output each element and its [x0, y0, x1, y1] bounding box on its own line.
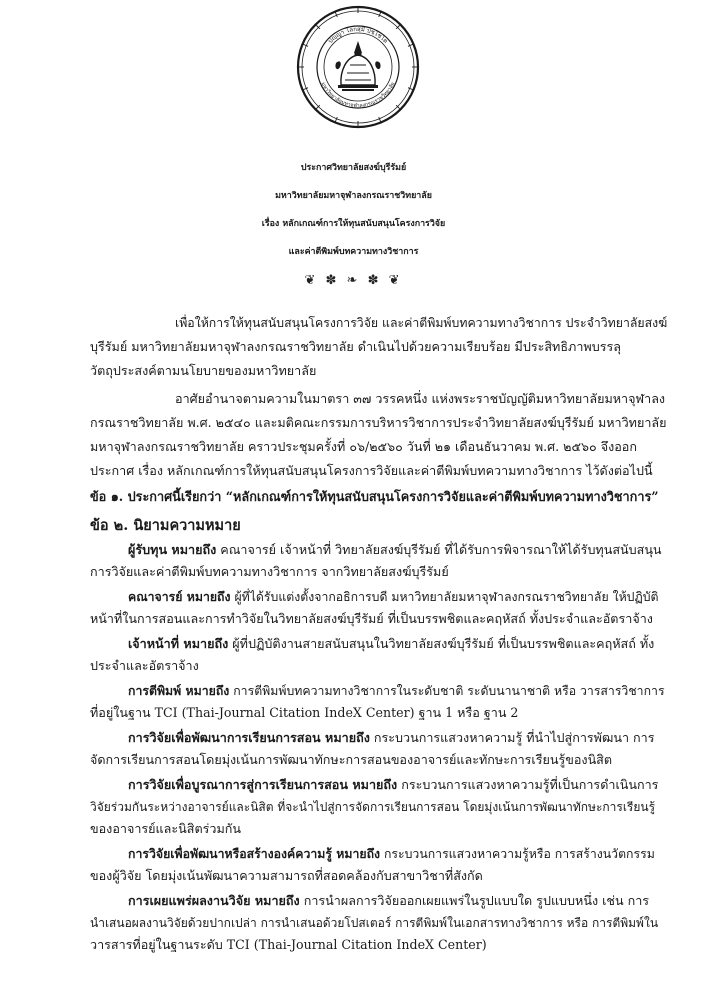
university-seal-logo	[296, 5, 420, 129]
definition-text: ผู้ที่ปฏิบัติงานสายสนับสนุนในวิทยาลัยสงฆ์บุรีรัมย์ ที่เป็นบรรพชิตและคฤหัสถ์ ทั้ง	[232, 636, 655, 651]
definition-term: การวิจัยเพื่อพัฒนาการเรียนการสอน หมายถึง	[128, 730, 370, 745]
definition-publication	[128, 682, 665, 700]
intro-paragraph-2-line-2: กรณราชวิทยาลัย พ.ศ. ๒๕๔๐ และมติคณะกรรมการบริหารวิชาการประจำวิทยาลัยสงฆ์บุรีรัมย์ มหาวิทยาลัย	[90, 415, 667, 430]
subject-heading: เรื่อง หลักเกณฑ์การให้ทุนสนับสนุนโครงการวิจัย	[261, 219, 446, 229]
clause-1-label: ข้อ ๑.	[90, 489, 124, 504]
intro-paragraph-1-line-2: บุรีรัมย์ มหาวิทยาลัยมหาจุฬาลงกรณราชวิทยาลัย ดำเนินไปด้วยความเรียบร้อย มีประสิทธิภาพบรรลุ	[90, 339, 621, 354]
clause-1-text: ประกาศนี้เรียกว่า “หลักเกณฑ์การให้ทุนสนับสนุนโครงการวิจัยและค่าตีพิมพ์บทความทางวิชาการ”	[127, 489, 659, 504]
definition-faculty	[128, 588, 659, 606]
definition-text: คณาจารย์ เจ้าหน้าที่ วิทยาลัยสงฆ์บุรีรัมย์ ที่ได้รับการพิจารณาให้ได้รับทุนสนับสนุน	[220, 542, 662, 557]
definition-integrated-research	[128, 776, 658, 794]
clause-1	[90, 488, 659, 506]
definition-grant-recipient	[128, 541, 662, 559]
seal-university-name: มหาวิทยาลัยมหาจุฬาลงกรณราชวิทยาลัย	[319, 81, 397, 110]
intro-paragraph-2-line-3: มหาจุฬาลงกรณราชวิทยาลัย คราวประชุมครั้งที่ ๐๖/๒๕๖๐ วันที่ ๒๑ เดือนธันวาคม พ.ศ. ๒๕๖๐ จึงออก	[90, 439, 637, 454]
definition-text: กระบวนการแสวงหาความรู้หรือ การสร้างนวัตกรรม	[383, 847, 655, 861]
definition-text: การนำผลการวิจัยออกเผยแพร่ในรูปแบบใด รูปแบบหนึ่ง เช่น การ	[303, 893, 650, 908]
definition-staff	[128, 635, 654, 653]
definition-publication-cont: ที่อยู่ในฐาน TCI (Thai-Journal Citation IndeX Center) ฐาน 1 หรือ ฐาน 2	[90, 705, 519, 720]
definition-term: การเผยแพร่ผลงานวิจัย หมายถึง	[128, 893, 300, 908]
definition-text: การตีพิมพ์บทความทางวิชาการในระดับชาติ ระดับนานาชาติ หรือ วารสารวิชาการ	[233, 684, 665, 698]
definition-term: เจ้าหน้าที่ หมายถึง	[128, 636, 229, 651]
definition-research-dissemination-cont-1: นำเสนอผลงานวิจัยด้วยปากเปล่า การนำเสนอด้วยโปสเตอร์ การตีพิมพ์ในเอกสารทางวิชาการ หรือ การตีพิมพ์ใน	[90, 916, 659, 930]
clause-2-label: ข้อ ๒.	[90, 517, 129, 534]
announcement-title: ประกาศวิทยาลัยสงฆ์บุรีรัมย์	[300, 163, 407, 173]
clause-2-heading	[90, 517, 241, 535]
definition-text: กระบวนการแสวงหาความรู้ที่เป็นการดำเนินการ	[401, 777, 659, 792]
definition-research-dissemination-cont-2: วารสารที่อยู่ในฐานระดับ TCI (Thai-Journal Citation IndeX Center)	[90, 937, 487, 952]
definition-term: การวิจัยเพื่อพัฒนาหรือสร้างองค์ความรู้ หมายถึง	[128, 846, 381, 861]
definition-term: คณาจารย์ หมายถึง	[128, 589, 231, 604]
definition-knowledge-research	[128, 845, 655, 863]
seal-motto-text: ปญฺญา โลกสฺมึ ปชฺโชโต	[327, 25, 389, 45]
university-name-heading: มหาวิทยาลัยมหาจุฬาลงกรณราชวิทยาลัย	[275, 191, 432, 201]
definition-text: กระบวนการแสวงหาความรู้ ที่นำไปสู่การพัฒนา การ	[373, 730, 655, 745]
definition-grant-recipient-cont: การวิจัยและค่าตีพิมพ์บทความทางวิชาการ จากวิทยาลัยสงฆ์บุรีรัมย์	[90, 564, 449, 579]
definition-teaching-research-cont: จัดการเรียนการสอนโดยมุ่งเน้นการพัฒนาทักษะการสอนของอาจารย์และทักษะการเรียนรู้ของนิสิต	[90, 752, 613, 767]
intro-paragraph-2-line-1: อาศัยอำนาจตามความในมาตรา ๓๗ วรรคหนึ่ง แห่งพระราชบัญญัติมหาวิทยาลัยมหาจุฬาลง	[175, 391, 666, 406]
ornament-divider: ❦ ✽ ❧ ✽ ❦	[304, 273, 403, 288]
clause-2-title: นิยามความหมาย	[133, 517, 241, 534]
definition-teaching-research	[128, 729, 655, 747]
definition-knowledge-research-cont: ของผู้วิจัย โดยมุ่งเน้นพัฒนาความสามารถที่สอดคล้องกับสาขาวิชาที่สังกัด	[90, 868, 483, 883]
definition-text: ผู้ที่ได้รับแต่งตั้งจากอธิการบดี มหาวิทยาลัยมหาจุฬาลงกรณราชวิทยาลัย ให้ปฏิบัติ	[234, 590, 659, 604]
definition-staff-cont: ประจำและอัตราจ้าง	[90, 658, 199, 673]
intro-paragraph-1-line-1: เพื่อให้การให้ทุนสนับสนุนโครงการวิจัย และค่าตีพิมพ์บทความทางวิชาการ ประจำวิทยาลัยสงฆ์	[175, 316, 668, 330]
subject-heading-continued: และค่าตีพิมพ์บทความทางวิชาการ	[288, 247, 419, 257]
definition-integrated-research-cont-1: วิจัยร่วมกันระหว่างอาจารย์และนิสิต ที่จะนำไปสู่การจัดการเรียนการสอน โดยมุ่งเน้นการพัฒนาทักษะการเรียนรู้	[90, 800, 656, 814]
intro-paragraph-2-line-4: ประกาศ เรื่อง หลักเกณฑ์การให้ทุนสนับสนุนโครงการวิจัยและค่าตีพิมพ์บทความทางวิชาการ ไว้ดังต่อไปนี้	[90, 463, 653, 478]
definition-term: การวิจัยเพื่อบูรณาการสู่การเรียนการสอน หมายถึง	[128, 777, 398, 792]
definition-term: การตีพิมพ์ หมายถึง	[128, 683, 230, 698]
definition-faculty-cont: หน้าที่ในการสอนและการทำวิจัยในวิทยาลัยสงฆ์บุรีรัมย์ ที่เป็นบรรพชิตและคฤหัสถ์ ทั้งประจำและอัตราจ้าง	[90, 611, 653, 626]
definition-integrated-research-cont-2: ของอาจารย์และนิสิตร่วมกัน	[90, 821, 241, 836]
definition-term: ผู้รับทุน หมายถึง	[128, 542, 217, 557]
intro-paragraph-1-line-3: วัตถุประสงค์ตามนโยบายของมหาวิทยาลัย	[90, 363, 317, 378]
definition-research-dissemination	[128, 892, 649, 910]
